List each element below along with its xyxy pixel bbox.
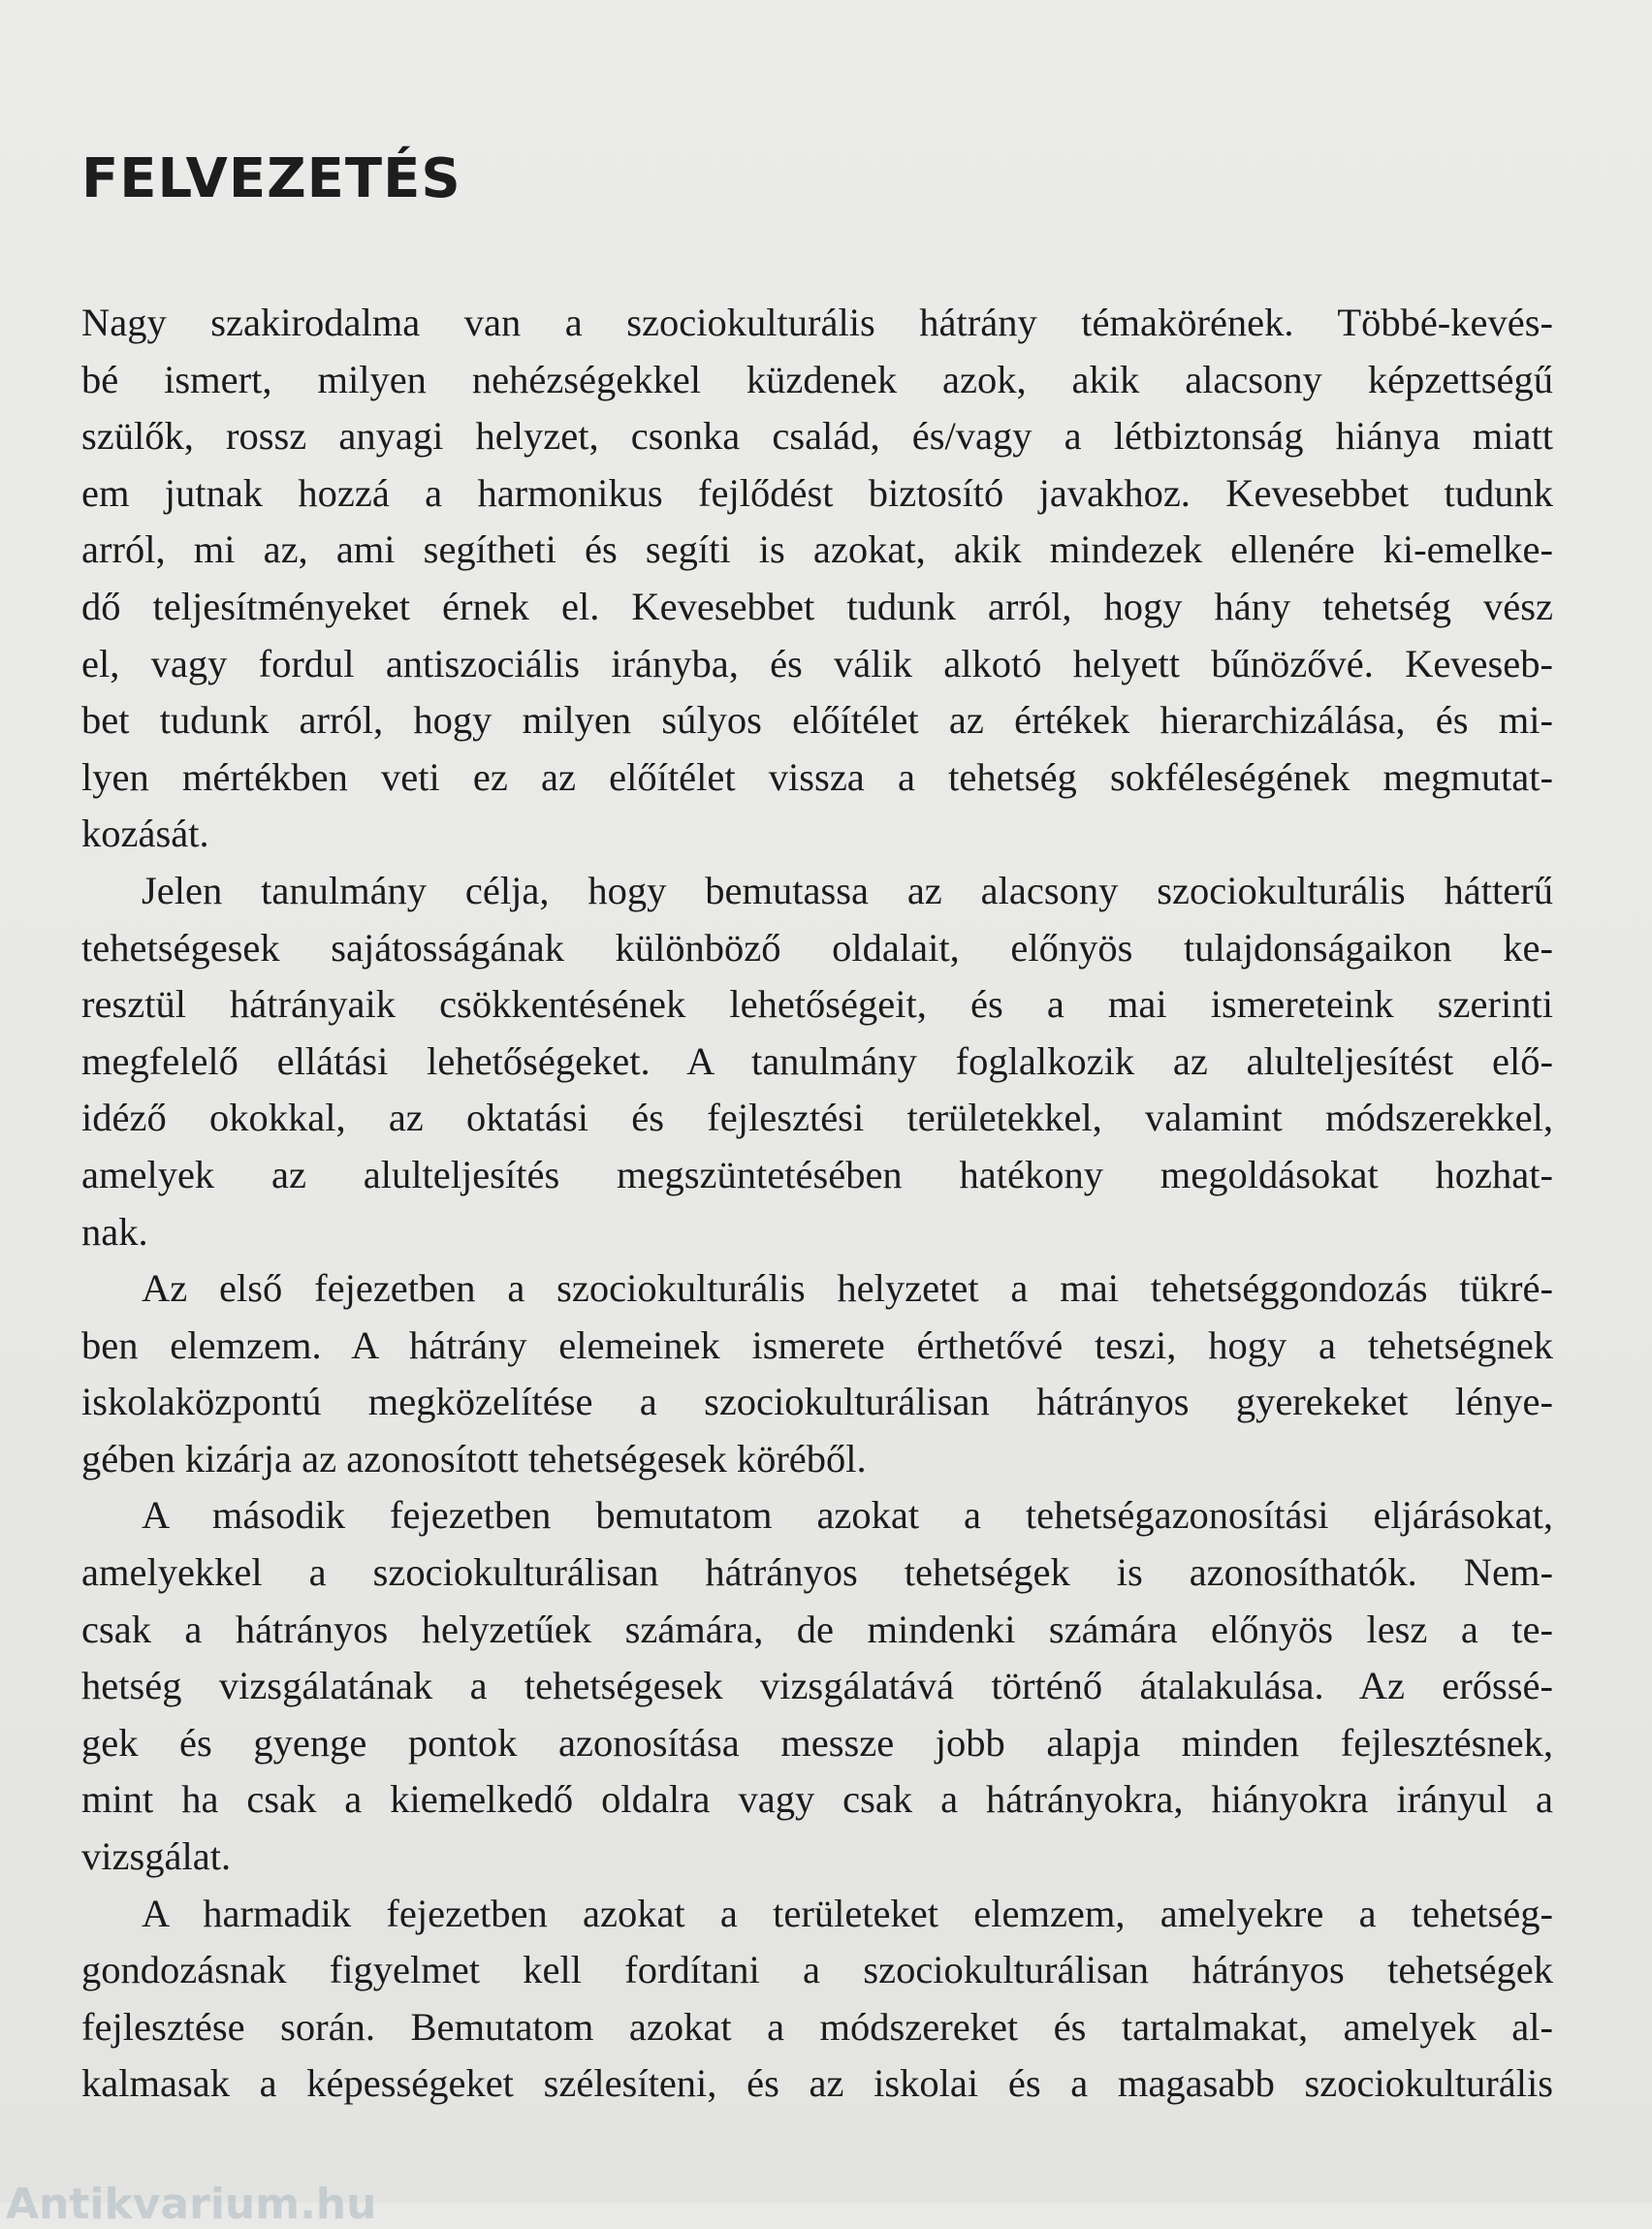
chapter-heading: FELVEZETÉS bbox=[81, 147, 461, 210]
paragraph-3 bbox=[81, 1260, 1553, 1487]
paragraph-5 bbox=[81, 1886, 1553, 2113]
text-line: mint ha csak a kiemelkedő oldalra vagy csak a hátrányokra, hiányokra irányul a bbox=[81, 1777, 1553, 1822]
text-line: A második fejezetben bemutatom azokat a tehetségazonosítási eljárásokat, bbox=[142, 1493, 1553, 1538]
text-line: em jutnak hozzá a harmonikus fejlődést biztosító javakhoz. Kevesebbet tudunk bbox=[81, 470, 1553, 515]
text-line: A harmadik fejezetben azokat a területeket elemzem, amelyekre a tehetség- bbox=[142, 1891, 1553, 1935]
text-line: nak. bbox=[81, 1209, 148, 1254]
text-line: szülők, rossz anyagi helyzet, csonka család, és/vagy a létbiztonság hiánya miatt bbox=[81, 414, 1553, 459]
text-line: Jelen tanulmány célja, hogy bemutassa az alacsony szociokulturális hátterű bbox=[142, 868, 1553, 912]
text-line: Nagy szakirodalma van a szociokulturális hátrány témakörének. Többé-kevés- bbox=[81, 301, 1553, 344]
text-line: csak a hátrányos helyzetűek számára, de mindenki számára előnyös lesz a te- bbox=[81, 1607, 1553, 1651]
text-line: bet tudunk arról, hogy milyen súlyos előítélet az értékek hierarchizálása, és mi- bbox=[81, 698, 1553, 743]
text-line: megfelelő ellátási lehetőségeket. A tanulmány foglalkozik az alulteljesítést elő- bbox=[81, 1038, 1553, 1083]
text-line: dő teljesítményeket érnek el. Kevesebbet tudunk arról, hogy hány tehetség vész bbox=[81, 584, 1553, 628]
text-line: amelyek az alulteljesítés megszüntetésében hatékony megoldásokat hozhat- bbox=[81, 1152, 1553, 1196]
text-line: gondozásnak figyelmet kell fordítani a szociokulturálisan hátrányos tehetségek bbox=[81, 1948, 1553, 1992]
body-text bbox=[81, 295, 1553, 2113]
text-line: iskolaközpontú megközelítése a szociokulturálisan hátrányos gyerekeket lénye- bbox=[81, 1380, 1553, 1424]
text-line: arról, mi az, ami segítheti és segíti is azokat, akik mindezek ellenére ki-emelke- bbox=[81, 527, 1553, 572]
text-line: gében kizárja az azonosított tehetségesek köréből. bbox=[81, 1436, 867, 1481]
paragraph-1 bbox=[81, 295, 1553, 863]
text-line: kalmasak a képességeket szélesíteni, és az iskolai és a magasabb szociokulturális bbox=[81, 2061, 1553, 2106]
paragraph-4 bbox=[81, 1487, 1553, 1885]
text-line: Az első fejezetben a szociokulturális helyzetet a mai tehetséggondozás tükré- bbox=[142, 1266, 1553, 1311]
text-line: vizsgálat. bbox=[81, 1834, 232, 1879]
text-line: resztül hátrányaik csökkentésének lehetőségeit, és a mai ismereteink szerinti bbox=[81, 982, 1553, 1027]
watermark-text: Antikvarium.hu bbox=[6, 2180, 377, 2229]
text-line: hetség vizsgálatának a tehetségesek vizsgálatává történő átalakulása. Az erőssé- bbox=[81, 1664, 1553, 1708]
text-line: idéző okokkal, az oktatási és fejlesztési területekkel, valamint módszerekkel, bbox=[81, 1096, 1553, 1140]
text-line: tehetségesek sajátosságának különböző oldalait, előnyös tulajdonságaikon ke- bbox=[81, 925, 1553, 970]
text-line: bé ismert, milyen nehézségekkel küzdenek azok, akik alacsony képzettségű bbox=[81, 357, 1553, 401]
text-line: amelyekkel a szociokulturálisan hátrányos tehetségek is azonosíthatók. Nem- bbox=[81, 1550, 1553, 1595]
text-line: lyen mértékben veti ez az előítélet vissza a tehetség sokféleségének megmutat- bbox=[81, 754, 1553, 799]
text-line: fejlesztése során. Bemutatom azokat a módszereket és tartalmakat, amelyek al- bbox=[81, 2004, 1553, 2049]
text-line: gek és gyenge pontok azonosítása messze jobb alapja minden fejlesztésnek, bbox=[81, 1720, 1553, 1765]
text-line: kozását. bbox=[81, 812, 209, 856]
watermark-logo bbox=[0, 2178, 407, 2229]
paragraph-2 bbox=[81, 863, 1553, 1260]
text-line: el, vagy fordul antiszociális irányba, és válik alkotó helyett bűnözővé. Keveseb- bbox=[81, 641, 1553, 685]
text-line: ben elemzem. A hátrány elemeinek ismerete érthetővé teszi, hogy a tehetségnek bbox=[81, 1322, 1553, 1367]
